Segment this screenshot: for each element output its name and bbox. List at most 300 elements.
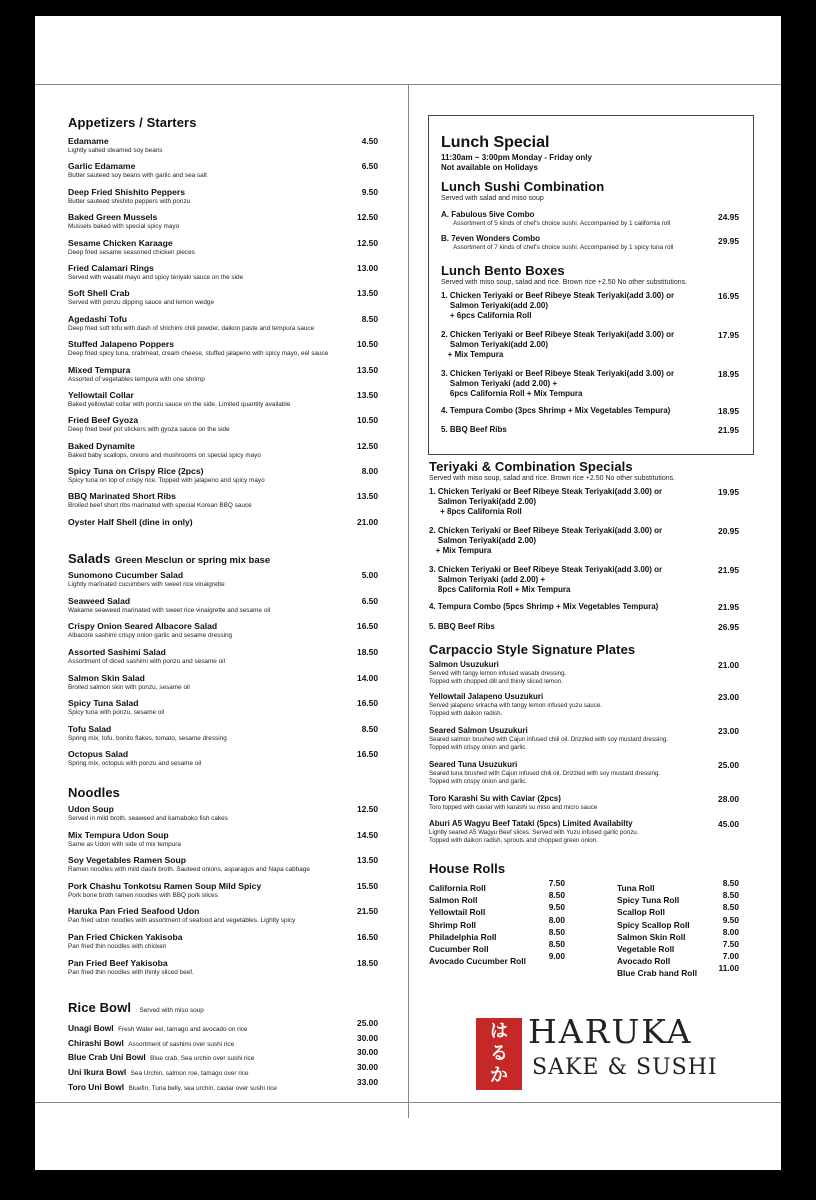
item-name: Yellowtail Collar	[68, 389, 134, 400]
roll-item	[617, 951, 739, 967]
item-line: Salmon Teriyaki(add 2.00)	[429, 536, 536, 545]
roll-item	[617, 890, 739, 906]
item-price: 16.50	[357, 931, 378, 942]
item-name: Stuffed Jalapeno Poppers	[68, 339, 175, 350]
roll-name: Spicy Tuna Roll	[617, 895, 680, 906]
item-price: 25.00	[718, 760, 739, 770]
item-description: Deep fried beef pot stickers with gyoza sauce on the side	[68, 426, 230, 434]
rolls-grid	[429, 878, 739, 978]
item-price: 15.50	[357, 880, 378, 891]
item-description: Served in mild broth, seaweed and kamaboko fish cakes	[68, 815, 228, 822]
item-description: Served with tangy lemon infused wasabi dressing.	[429, 670, 567, 677]
item-name: Chirashi Bowl	[68, 1037, 124, 1048]
roll-name: Avocado Cucumber Roll	[429, 956, 526, 967]
roll-item	[429, 951, 565, 967]
item-price: 12.50	[357, 804, 378, 814]
item-price: 8.00	[361, 466, 378, 477]
item-price: 21.95	[718, 425, 739, 435]
bento-list	[441, 291, 739, 439]
item-description: Lightly marinated cucumbers with sweet rice vinaigrette	[68, 581, 225, 589]
item-price: 6.50	[361, 161, 378, 172]
item-name: Pan Fried Beef Yakisoba	[68, 957, 168, 968]
item-line: Salmon Teriyaki (add 2.00) +	[441, 379, 558, 388]
item-name: Toro Karashi Su with Caviar (2pcs)	[429, 794, 561, 803]
item-price: 9.50	[361, 186, 378, 197]
item-name: BBQ Marinated Short Ribs	[68, 491, 176, 502]
menu-item	[68, 881, 378, 907]
item-price: 30.00	[357, 1032, 378, 1043]
item-price: 10.50	[357, 415, 378, 426]
roll-price: 8.50	[548, 890, 565, 901]
item-price: 23.00	[718, 692, 739, 702]
menu-item	[68, 288, 378, 313]
rice-bowl-item	[68, 1033, 378, 1048]
item-name: Uni Ikura Bowl	[68, 1066, 127, 1077]
logo-name: HARUKA	[528, 1012, 693, 1051]
item-description: Sea Urchin, salmon roe, tamago over rice	[130, 1069, 249, 1077]
item-name: Pork Chashu Tonkotsu Ramen Soup Mild Spicy	[68, 880, 262, 891]
rice-bowl-item	[68, 1018, 378, 1033]
menu-item	[68, 365, 378, 390]
item-price: 16.50	[357, 749, 378, 760]
item-price: 16.50	[357, 698, 378, 709]
item-price: 13.50	[357, 855, 378, 866]
item-name: Sunomono Cucumber Salad	[68, 570, 184, 581]
item-price: 5.00	[361, 570, 378, 581]
menu-item	[68, 441, 378, 466]
item-name: Mixed Tempura	[68, 364, 131, 375]
roll-price: 7.50	[548, 878, 565, 888]
roll-item	[617, 914, 739, 930]
item-description: Lightly salted steamed soy beans	[68, 147, 163, 154]
menu-item	[68, 932, 378, 958]
item-description: Assortment of 5 kinds of chef's choice sushi. Accompanied by 1 california roll	[453, 220, 671, 227]
rice-list	[68, 1018, 378, 1091]
item-price: 33.00	[357, 1076, 378, 1087]
item-description: Blue crab, Sea urchin over sushi rice	[150, 1055, 255, 1063]
item-description: Spring mix, octopus with ponzu and sesame oil	[68, 760, 202, 768]
item-description: Lightly seared A5 Wagyu Beef slices. Served with Yuzu infused garlic ponzu.	[429, 829, 639, 836]
roll-item	[617, 963, 739, 979]
roll-price: 8.50	[548, 938, 565, 949]
teriyaki-note: Served with miso soup, salad and rice. Brown rice +2.50 No other substitutions.	[429, 475, 676, 482]
item-price: 18.50	[357, 647, 378, 658]
item-description: Pork bone broth ramen noodles with BBQ pork slices	[68, 891, 218, 899]
roll-name: Philadelphia Roll	[429, 931, 497, 942]
roll-price: 8.50	[722, 890, 739, 901]
rice-header	[68, 999, 378, 1017]
item-line: 6pcs California Roll + Mix Tempura	[441, 389, 583, 398]
item-name: Soy Vegetables Ramen Soup	[68, 855, 186, 866]
menu-item	[68, 415, 378, 440]
menu-item	[68, 804, 378, 830]
item-description: Assortment of diced sashimi with ponzu and sesame oil	[68, 658, 226, 666]
item-price: 30.00	[357, 1061, 378, 1072]
roll-name: Salmon Roll	[429, 895, 478, 906]
combo-item	[441, 233, 739, 257]
rolls-title: House Rolls	[429, 861, 506, 876]
item-description: Wakame seaweed marinated with sweet rice vinaigrette and sesame oil	[68, 606, 271, 614]
rolls-left-list	[429, 878, 565, 967]
item-price: 18.95	[718, 369, 739, 379]
item-line: 1. Chicken Teriyaki or Beef Ribeye Steak Teriyaki(add 3.00) or	[441, 291, 675, 300]
item-name: Tofu Salad	[68, 723, 112, 734]
combo-list	[441, 209, 739, 257]
combo-item	[441, 406, 739, 425]
item-line: 5. BBQ Beef Ribs	[441, 425, 507, 434]
combo-item	[441, 291, 739, 330]
menu-item	[68, 466, 378, 491]
item-price: 21.00	[357, 516, 378, 527]
item-description: Seared tuna brushed with Cajun infused chili oil. Drizzled with soy mustard dressing.	[429, 770, 661, 777]
item-description: Fresh Water eel, tamago and avocado on rice	[118, 1026, 248, 1034]
item-description: Mussels baked with special spicy mayo	[68, 223, 180, 231]
column-divider	[408, 84, 409, 1118]
roll-price: 7.00	[722, 951, 739, 962]
item-name: Octopus Salad	[68, 749, 129, 760]
item-line: 2. Chicken Teriyaki or Beef Ribeye Steak Teriyaki(add 3.00) or	[441, 330, 675, 339]
rolls-right-list	[617, 878, 739, 979]
noodles-title: Noodles	[68, 785, 120, 800]
item-price: 14.00	[357, 672, 378, 683]
combo-item	[441, 425, 739, 439]
item-description: Topped with crispy onion and garlic.	[429, 777, 528, 785]
item-name: Seared Tuna Usuzukuri	[429, 760, 518, 769]
salads-subtitle: Green Mesclun or spring mix base	[114, 555, 271, 567]
item-price: 18.95	[718, 406, 739, 416]
lunch-bento-note: Served with miso soup, salad and rice. Brown rice +2.50 No other substitutions.	[441, 279, 688, 286]
carpaccio-title: Carpaccio Style Signature Plates	[429, 642, 636, 657]
menu-item	[68, 238, 378, 263]
rice-bowl-item	[68, 1077, 378, 1092]
roll-item	[429, 914, 565, 930]
item-name: Spicy Tuna Salad	[68, 698, 139, 709]
roll-price: 11.00	[718, 963, 739, 974]
item-line: 1. Chicken Teriyaki or Beef Ribeye Steak Teriyaki(add 3.00) or	[429, 487, 663, 496]
teriyaki-list	[429, 487, 739, 636]
item-description: Deep fried soft tofu with dash of shichimi chili powder, daikon paste and tempura sauce	[68, 324, 315, 332]
roll-name: California Roll	[429, 883, 486, 893]
item-description: Served jalapeno sriracha with tangy lemon infused yuzu sauce.	[429, 702, 603, 709]
roll-name: Blue Crab hand Roll	[617, 968, 698, 979]
item-name: A. Fabulous 5ive Combo	[441, 210, 535, 219]
item-description: Bluefin, Tuna belly, sea urchin, caviar over sushi rice	[128, 1084, 277, 1092]
roll-name: Vegetable Roll	[617, 943, 675, 954]
item-price: 6.50	[361, 595, 378, 606]
item-description: Assorted of vegetables tempura with one shrimp	[68, 375, 205, 383]
menu-item	[68, 906, 378, 932]
roll-price: 8.50	[548, 926, 565, 937]
item-description: Topped with daikon radish, sprouts and chopped green onion.	[429, 836, 598, 844]
item-line: 2. Chicken Teriyaki or Beef Ribeye Steak Teriyaki(add 3.00) or	[429, 526, 663, 535]
item-price: 45.00	[718, 819, 739, 829]
lunch-bento-title: Lunch Bento Boxes	[441, 263, 565, 278]
item-price: 18.50	[357, 957, 378, 968]
menu-item	[68, 339, 378, 364]
lunch-special-title: Lunch Special	[441, 134, 550, 151]
item-name: Pan Fried Chicken Yakisoba	[68, 931, 183, 942]
lunch-holiday-note: Not available on Holidays	[441, 163, 538, 172]
roll-name: Spicy Scallop Roll	[617, 919, 690, 930]
menu-item	[68, 698, 378, 724]
item-description: Spicy tuna with ponzu, sesame oil	[68, 709, 165, 717]
roll-item	[429, 926, 565, 942]
item-price: 29.95	[718, 236, 739, 246]
item-description: Served with wasabi mayo and spicy teriyaki sauce on the side	[68, 273, 244, 281]
item-price: 13.50	[357, 491, 378, 502]
combo-item	[429, 526, 739, 565]
item-name: Edamame	[68, 136, 109, 146]
lunch-combo-title: Lunch Sushi Combination	[441, 179, 605, 194]
item-price: 12.50	[357, 440, 378, 451]
item-name: Baked Green Mussels	[68, 212, 158, 223]
item-name: Sesame Chicken Karaage	[68, 237, 173, 248]
item-description: Butter sauteed shishito peppers with ponzu	[68, 197, 191, 205]
rice-subtitle: Served with miso soup	[139, 1007, 204, 1015]
item-price: 12.50	[357, 212, 378, 223]
item-name: Agedashi Tofu	[68, 313, 128, 324]
item-description: Seared salmon brushed with Cajun infused chili oil. Drizzled with soy mustard dressing.	[429, 736, 669, 743]
signature-plate-item	[429, 726, 739, 760]
item-description: Pan fried thin noodles with thinly sliced beef.	[68, 968, 194, 976]
roll-name: Tuna Roll	[617, 883, 655, 893]
item-line: Salmon Teriyaki(add 2.00)	[441, 301, 548, 310]
item-line: Salmon Teriyaki(add 2.00)	[441, 340, 548, 349]
salads-title: Salads	[68, 551, 111, 567]
menu-item	[68, 390, 378, 415]
signature-plate-item	[429, 760, 739, 794]
roll-item	[429, 938, 565, 954]
item-name: Garlic Edamame	[68, 161, 136, 172]
roll-item	[429, 890, 565, 906]
item-price: 30.00	[357, 1047, 378, 1058]
roll-price: 9.00	[548, 951, 565, 962]
item-name: Unagi Bowl	[68, 1023, 114, 1034]
item-line: 4. Tempura Combo (3pcs Shrimp + Mix Vegetables Tempura)	[441, 406, 671, 415]
item-description: Ramen noodles with mild dashi broth. Sauteed onions, asparagus and Napa cabbage	[68, 866, 310, 874]
item-price: 4.50	[361, 136, 378, 146]
item-name: Seared Salmon Usuzukuri	[429, 726, 528, 735]
item-price: 24.95	[718, 212, 739, 222]
combo-item	[441, 369, 739, 406]
item-line: 3. Chicken Teriyaki or Beef Ribeye Steak Teriyaki(add 3.00) or	[441, 369, 675, 378]
combo-item	[429, 602, 739, 622]
menu-item	[68, 749, 378, 775]
item-price: 26.95	[718, 622, 739, 632]
roll-name: Yellowtail Roll	[429, 907, 486, 918]
item-price: 13.50	[357, 389, 378, 400]
menu-item	[68, 596, 378, 622]
signature-plate-item	[429, 660, 739, 692]
item-description: Assortment of 7 kinds of chef's choice sushi. Accompanied by 1 spicy tuna roll	[453, 244, 674, 251]
item-price: 13.50	[357, 364, 378, 375]
item-price: 8.50	[361, 723, 378, 734]
item-line: + 8pcs California Roll	[429, 507, 522, 516]
item-description: Toro topped with caviar with karashi su miso and micro sauce	[429, 804, 598, 811]
teriyaki-title: Teriyaki & Combination Specials	[429, 459, 633, 474]
item-description: Spicy tuna on top of crispy rice. Topped with jalapeno and spicy mayo	[68, 477, 265, 485]
roll-price: 8.50	[722, 902, 739, 913]
item-name: Haruka Pan Fried Seafood Udon	[68, 906, 200, 917]
roll-name: Salmon Skin Roll	[617, 931, 686, 942]
menu-item	[68, 830, 378, 856]
menu-page	[35, 16, 781, 1170]
right-lower-section	[429, 459, 739, 978]
salads-header	[68, 550, 378, 568]
item-name: Assorted Sashimi Salad	[68, 647, 166, 658]
roll-item	[429, 878, 565, 893]
item-description: Spring mix, tofu, bonito flakes, tomato, sesame dressing	[68, 734, 227, 742]
menu-item	[68, 855, 378, 881]
item-price: 19.95	[718, 487, 739, 497]
item-description: Pan fried thin noodles with chicken	[68, 942, 167, 950]
item-line: + Mix Tempura	[441, 350, 504, 359]
menu-item	[68, 724, 378, 750]
item-name: Yellowtail Jalapeno Usuzukuri	[429, 692, 544, 701]
roll-price: 7.50	[722, 938, 739, 949]
item-description: Topped with chopped dill and thinly sliced lemon.	[429, 677, 563, 685]
item-price: 8.50	[361, 313, 378, 324]
roll-item	[617, 938, 739, 954]
lunch-combo-note: Served with salad and miso soup	[441, 195, 544, 202]
item-name: Salmon Skin Salad	[68, 672, 145, 683]
rice-bowl-item	[68, 1062, 378, 1077]
item-name: Crispy Onion Seared Albacore Salad	[68, 621, 218, 632]
item-price: 21.50	[357, 906, 378, 917]
menu-item	[68, 621, 378, 647]
roll-name: Cucumber Roll	[429, 943, 489, 954]
roll-price: 8.50	[722, 878, 739, 888]
item-description: Deep fried spicy tuna, crabmeat, cream cheese, stuffed jalapeno with spicy mayo, eel sauce	[68, 350, 329, 358]
item-name: Baked Dynamite	[68, 440, 135, 451]
menu-item	[68, 958, 378, 984]
item-price: 21.95	[718, 602, 739, 612]
roll-name: Scallop Roll	[617, 907, 665, 918]
item-description: Topped with daikon radish.	[429, 709, 503, 717]
item-description: Albacore sashimi crispy onion garlic and sesame dressing	[68, 632, 233, 640]
item-description: Broiled beef short ribs marinated with special Korean BBQ sauce	[68, 502, 252, 510]
item-description: Same as Udon with side of mix tempura	[68, 840, 181, 848]
menu-item	[68, 136, 378, 161]
item-name: Spicy Tuna on Crispy Rice (2pcs)	[68, 466, 204, 477]
item-description: Broiled salmon skin with ponzu, sesame oil	[68, 683, 190, 691]
menu-item	[68, 314, 378, 339]
left-column	[68, 115, 378, 1091]
item-name: Aburi A5 Wagyu Beef Tataki (5pcs) Limited Availabilty	[429, 819, 633, 828]
roll-price: 8.00	[548, 914, 565, 925]
signature-plate-item	[429, 692, 739, 726]
item-description: Baked baby scallops, onions and mushrooms on special spicy mayo	[68, 451, 261, 459]
item-name: Mix Tempura Udon Soup	[68, 829, 169, 840]
item-name: Seaweed Salad	[68, 595, 131, 606]
item-name: Soft Shell Crab	[68, 288, 130, 299]
item-price: 25.00	[357, 1018, 378, 1029]
item-description: Deep fried sesame seasoned chicken pieces	[68, 248, 195, 256]
appetizers-title: Appetizers / Starters	[68, 115, 197, 130]
combo-item	[429, 565, 739, 602]
item-description: Pan fried udon noodles with assortment of seafood and vegetables. Lightly spicy	[68, 917, 296, 925]
signature-plate-item	[429, 819, 739, 847]
item-price: 16.95	[718, 291, 739, 301]
item-name: Oyster Half Shell (dine in only)	[68, 516, 193, 527]
combo-item	[441, 209, 739, 233]
item-line: + Mix Tempura	[429, 546, 492, 555]
item-price: 23.00	[718, 726, 739, 736]
rice-title: Rice Bowl	[68, 1000, 132, 1016]
carpaccio-list	[429, 660, 739, 847]
item-description: Assortment of sashimi over sushi rice	[128, 1040, 235, 1048]
roll-name: Avocado Roll	[617, 956, 671, 967]
menu-item	[68, 673, 378, 699]
item-price: 28.00	[718, 794, 739, 804]
appetizers-list	[68, 136, 378, 542]
combo-item	[441, 330, 739, 369]
logo-tagline: SAKE & SUSHI	[532, 1055, 718, 1080]
lunch-special-section	[441, 134, 739, 439]
item-description: Butter sauteed soy beans with garlic and sea salt	[68, 172, 207, 180]
menu-item	[68, 161, 378, 186]
roll-price: 9.50	[722, 914, 739, 925]
item-price: 13.50	[357, 288, 378, 299]
roll-price: 8.00	[722, 926, 739, 937]
roll-name: Shrimp Roll	[429, 919, 476, 930]
item-line: 3. Chicken Teriyaki or Beef Ribeye Steak Teriyaki(add 3.00) or	[429, 565, 663, 574]
roll-item	[429, 902, 565, 918]
noodles-list	[68, 804, 378, 983]
item-price: 16.50	[357, 621, 378, 632]
roll-item	[617, 926, 739, 942]
item-name: Toro Uni Bowl	[68, 1081, 125, 1092]
item-name: Salmon Usuzukuri	[429, 660, 499, 669]
roll-price: 9.50	[548, 902, 565, 913]
item-line: 8pcs California Roll + Mix Tempura	[429, 585, 571, 594]
combo-item	[429, 622, 739, 636]
menu-item	[68, 263, 378, 288]
roll-item	[617, 878, 739, 893]
item-price: 17.95	[718, 330, 739, 340]
item-price: 21.00	[718, 660, 739, 670]
rice-bowl-item	[68, 1047, 378, 1062]
menu-item	[68, 212, 378, 237]
item-price: 10.50	[357, 339, 378, 350]
item-name: Udon Soup	[68, 804, 114, 814]
item-line: 4. Tempura Combo (5pcs Shrimp + Mix Vegetables Tempura)	[429, 602, 659, 611]
item-description: Topped with crispy onion and garlic.	[429, 743, 528, 751]
menu-item	[68, 187, 378, 212]
salads-list	[68, 570, 378, 775]
combo-item	[429, 487, 739, 526]
item-name: Fried Calamari Rings	[68, 262, 154, 273]
item-line: Salmon Teriyaki(add 2.00)	[429, 497, 536, 506]
menu-item	[68, 517, 378, 542]
signature-plate-item	[429, 794, 739, 819]
item-description: Baked yellowtail collar with ponzu sauce on the side. Limited quantity available	[68, 400, 291, 408]
menu-item	[68, 570, 378, 596]
item-line: + 6pcs California Roll	[441, 311, 532, 320]
item-name: Deep Fried Shishito Peppers	[68, 186, 185, 197]
item-price: 21.95	[718, 565, 739, 575]
item-price: 13.00	[357, 262, 378, 273]
item-price: 14.50	[357, 829, 378, 840]
lunch-hours: 11:30am ~ 3:00pm Monday - Friday only	[441, 153, 592, 162]
item-name: B. 7even Wonders Combo	[441, 234, 540, 243]
item-line: 5. BBQ Beef Ribs	[429, 622, 495, 631]
item-price: 20.95	[718, 526, 739, 536]
haruka-seal-logo: は る か	[476, 1018, 522, 1090]
menu-item	[68, 647, 378, 673]
roll-item	[617, 902, 739, 918]
item-price: 12.50	[357, 237, 378, 248]
